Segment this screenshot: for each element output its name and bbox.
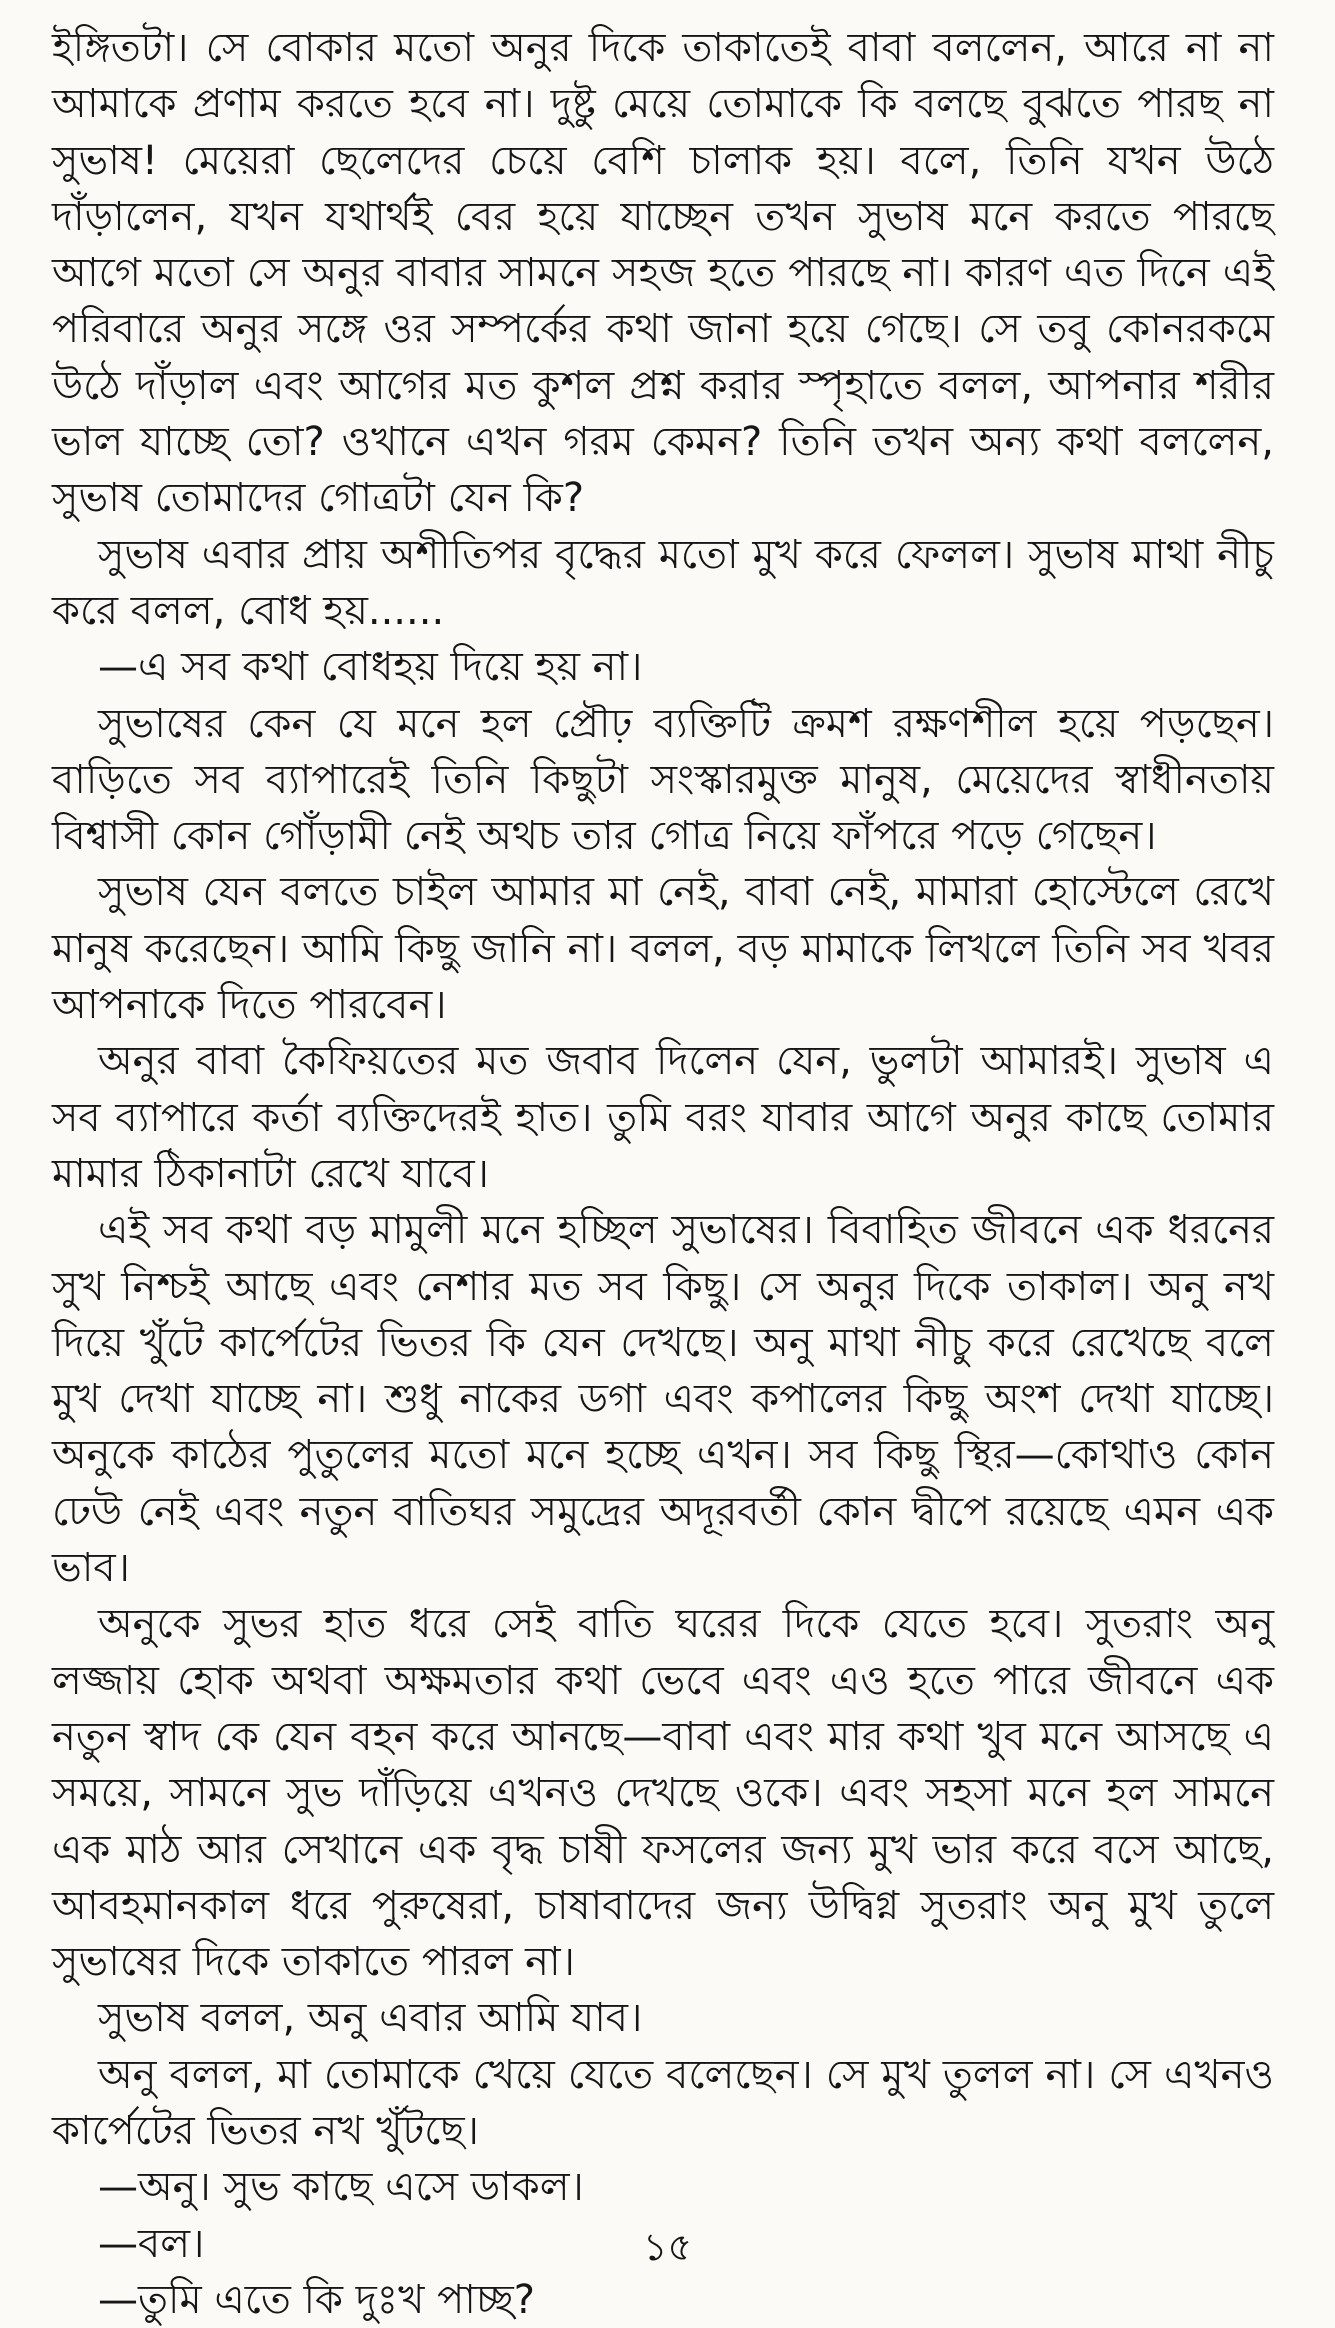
dialogue-line-3: —বল। xyxy=(98,2220,205,2267)
paragraph-5: অনুর বাবা কৈফিয়তের মত জবাব দিলেন যেন, ভুলটা আমারই। সুভাষ এ সব ব্যাপারে কর্তা ব্যক্তিদেরই হাত। তুমি বরং যাবার আগে অনুর কাছে তোমার মামার ঠিকানাটা রেখে যাবে। xyxy=(52,1038,1274,1197)
page-number: ১৫ xyxy=(642,2225,693,2269)
paragraph-8: সুভাষ বলল, অনু এবার আমি যাব। xyxy=(98,1995,643,2042)
paragraph-1: ইঙ্গিতটা। সে বোকার মতো অনুর দিকে তাকাতেই বাবা বললেন, আরে না না আমাকে প্রণাম করতে হবে না। দুষ্টু মেয়ে তোমাকে কি বলছে বুঝতে পারছ না সুভাষ! মেয়েরা ছেলেদের চেয়ে বেশি চালাক হয়। বলে, তিনি যখন উঠে দাঁড়ালেন, যখন যথার্থই বের হয়ে যাচ্ছেন তখন সুভাষ মনে করতে পারছে আগে মতো সে অনুর বাবার সামনে সহজ হতে পারছে না। কারণ এত দিনে এই পরিবারে অনুর সঙ্গে ওর সম্পর্কের কথা জানা হয়ে গেছে। সে তবু কোনরকমে উঠে দাঁড়াল এবং আগের মত কুশল প্রশ্ন করার স্পৃহাতে বলল, আপনার শরীর ভাল যাচ্ছে তো? ওখানে এখন গরম কেমন? তিনি তখন অন্য কথা বললেন, সুভাষ তোমাদের গোত্রটা যেন কি? xyxy=(52,25,1274,522)
body-text xyxy=(52,20,1274,2328)
paragraph-2: সুভাষ এবার প্রায় অশীতিপর বৃদ্ধের মতো মুখ করে ফেলল। সুভাষ মাথা নীচু করে বলল, বোধ হয়...... xyxy=(52,531,1274,634)
dialogue-line-2: —অনু। সুভ কাছে এসে ডাকল। xyxy=(98,2164,584,2211)
dialogue-line-1: —এ সব কথা বোধহয় দিয়ে হয় না। xyxy=(98,644,643,691)
paragraph-7: অনুকে সুভর হাত ধরে সেই বাতি ঘরের দিকে যেতে হবে। সুতরাং অনু লজ্জায় হোক অথবা অক্ষমতার কথা ভেবে এবং এও হতে পারে জীবনে এক নতুন স্বাদ কে যেন বহন করে আনছে—বাবা এবং মার কথা খুব মনে আসছে এ সময়ে, সামনে সুভ দাঁড়িয়ে এখনও দেখছে ওকে। এবং সহসা মনে হল সামনে এক মাঠ আর সেখানে এক বৃদ্ধ চাষী ফসলের জন্য মুখ ভার করে বসে আছে, আবহমানকাল ধরে পুরুষেরা, চাষাবাদের জন্য উদ্বিগ্ন সুতরাং অনু মুখ তুলে সুভাষের দিকে তাকাতে পারল না। xyxy=(52,1601,1274,1986)
paragraph-9: অনু বলল, মা তোমাকে খেয়ে যেতে বলেছেন। সে মুখ তুলল না। সে এখনও কার্পেটের ভিতর নখ খুঁটছে। xyxy=(52,2051,1274,2154)
dialogue-line-4: —তুমি এতে কি দুঃখ পাচ্ছ? xyxy=(98,2276,535,2323)
paragraph-3: সুভাষের কেন যে মনে হল প্রৌঢ় ব্যক্তিটি ক্রমশ রক্ষণশীল হয়ে পড়ছেন। বাড়িতে সব ব্যাপারেই তিনি কিছুটা সংস্কারমুক্ত মানুষ, মেয়েদের স্বাধীনতায় বিশ্বাসী কোন গোঁড়ামী নেই অথচ তার গোত্র নিয়ে ফাঁপরে পড়ে গেছেন। xyxy=(52,700,1274,860)
paragraph-6: এই সব কথা বড় মামুলী মনে হচ্ছিল সুভাষের। বিবাহিত জীবনে এক ধরনের সুখ নিশ্চই আছে এবং নেশার মত সব কিছু। সে অনুর দিকে তাকাল। অনু নখ দিয়ে খুঁটে কার্পেটের ভিতর কি যেন দেখছে। অনু মাথা নীচু করে রেখেছে বলে মুখ দেখা যাচ্ছে না। শুধু নাকের ডগা এবং কপালের কিছু অংশ দেখা যাচ্ছে। অনুকে কাঠের পুতুলের মতো মনে হচ্ছে এখন। সব কিছু স্থির—কোথাও কোন ঢেউ নেই এবং নতুন বাতিঘর সমুদ্রের অদূরবর্তী কোন দ্বীপে রয়েছে এমন এক ভাব। xyxy=(52,1207,1274,1592)
paragraph-4: সুভাষ যেন বলতে চাইল আমার মা নেই, বাবা নেই, মামারা হোস্টেলে রেখে মানুষ করেছেন। আমি কিছু জানি না। বলল, বড় মামাকে লিখলে তিনি সব খবর আপনাকে দিতে পারবেন। xyxy=(52,869,1274,1029)
